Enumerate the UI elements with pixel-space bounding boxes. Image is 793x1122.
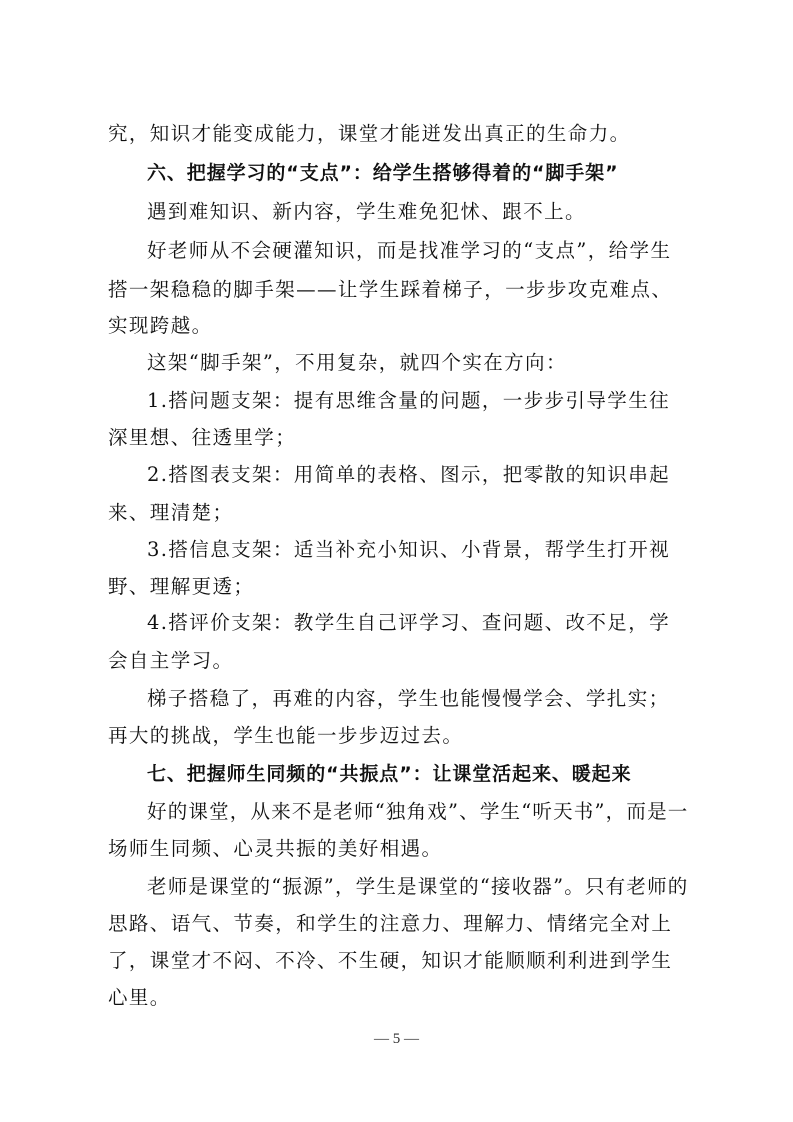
list-item-1: 1.搭问题支架：提有思维含量的问题，一步步引导学生往: [147, 389, 671, 412]
section-heading-seven: 七、把握师生同频的“共振点”：让课堂活起来、暖起来: [147, 763, 632, 785]
paragraph-line: 心里。: [108, 986, 171, 1009]
paragraph-line: 老师是课堂的“振源”，学生是课堂的“接收器”。只有老师的: [147, 875, 689, 898]
paragraph-line: 深里想、往透里学；: [108, 426, 297, 449]
list-item-4: 4.搭评价支架：教学生自己评学习、查问题、改不足，学: [147, 611, 671, 634]
paragraph-line: 实现跨越。: [108, 314, 213, 337]
paragraph-line: 梯子搭稳了，再难的内容，学生也能慢慢学会、学扎实；: [147, 687, 670, 710]
paragraph-line: 究，知识才能变成能力，课堂才能迸发出真正的生命力。: [108, 122, 631, 145]
paragraph-line: 会自主学习。: [108, 649, 234, 672]
paragraph-line: 搭一架稳稳的脚手架——让学生踩着梯子，一步步攻克难点、: [108, 278, 673, 301]
paragraph-line: 了，课堂才不闷、不冷、不生硬，知识才能顺顺利利进到学生: [108, 949, 673, 972]
page-number: — 5 —: [374, 1031, 419, 1047]
paragraph-line: 场师生同频、心灵共振的美好相遇。: [108, 837, 443, 860]
list-item-3: 3.搭信息支架：适当补充小知识、小背景，帮学生打开视: [147, 538, 671, 561]
paragraph-line: 好老师从不会硬灌知识，而是找准学习的“支点”，给学生: [147, 239, 672, 262]
section-heading-six: 六、把握学习的“支点”：给学生搭够得着的“脚手架”: [147, 162, 619, 184]
list-item-2: 2.搭图表支架：用简单的表格、图示，把零散的知识串起: [147, 463, 671, 486]
paragraph-line: 遇到难知识、新内容，学生难免犯怵、跟不上。: [147, 200, 586, 223]
paragraph-line: 再大的挑战，学生也能一步步迈过去。: [108, 724, 464, 747]
paragraph-line: 好的课堂，从来不是老师“独角戏”、学生“听天书”，而是一: [147, 800, 689, 823]
paragraph-line: 野、理解更透；: [108, 575, 255, 598]
paragraph-line: 思路、语气、节奏，和学生的注意力、理解力、情绪完全对上: [108, 912, 673, 935]
paragraph-line: 来、理清楚；: [108, 501, 234, 524]
paragraph-line: 这架“脚手架”，不用复杂，就四个实在方向：: [147, 351, 567, 374]
